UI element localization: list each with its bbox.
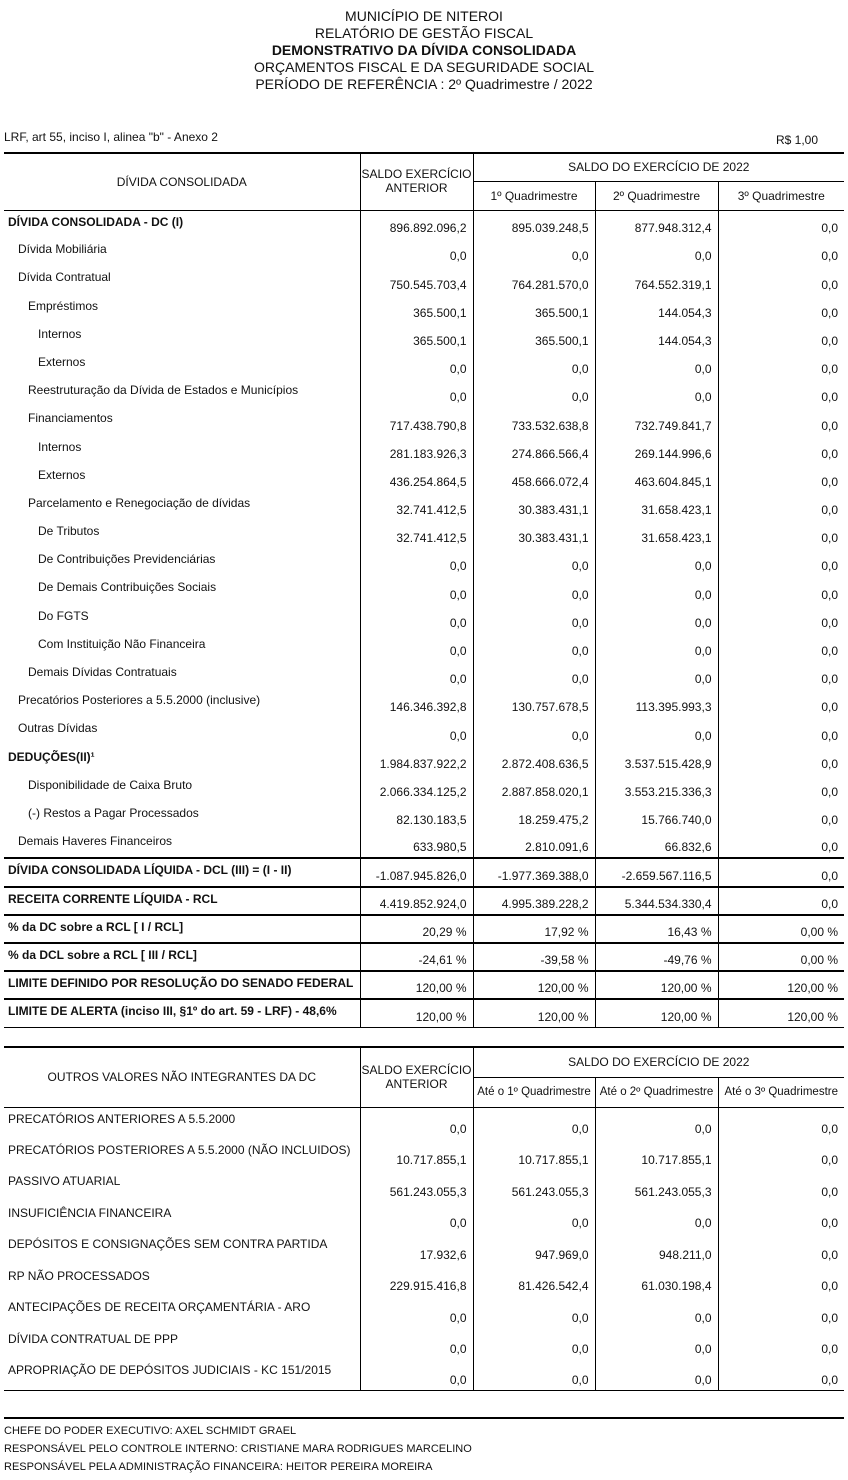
cell-value: 32.741.412,5: [360, 492, 473, 520]
cell-value: 463.604.845,1: [595, 464, 718, 492]
row-label: Empréstimos: [4, 295, 360, 323]
row-label: Precatórios Posteriores a 5.5.2000 (inclusive): [4, 689, 360, 717]
cell-value: 0,0: [595, 1359, 718, 1391]
cell-value: 0,0: [821, 1342, 839, 1356]
table-row: [4, 1202, 844, 1234]
cell-value: 733.532.638,8: [473, 407, 595, 435]
col-header-prev-2-2: ANTERIOR: [360, 1077, 473, 1107]
cell-value: 0,0: [473, 633, 595, 661]
row-label: LIMITE DE ALERTA (inciso III, §1º do art. 59 - LRF) - 48,6%: [4, 999, 360, 1027]
cell-value: -2.659.567.116,5: [595, 858, 718, 886]
cell-value: 436.254.864,5: [360, 464, 473, 492]
cell-value: 32.741.412,5: [360, 520, 473, 548]
table-row: [4, 379, 844, 407]
cell-value: 15.766.740,0: [595, 802, 718, 830]
cell-value: 82.130.183,5: [360, 802, 473, 830]
cell-value: 120,00 %: [787, 1009, 839, 1024]
cell-value: 0,0: [473, 548, 595, 576]
col-header-prev-1-2: SALDO EXERCÍCIO: [360, 1047, 473, 1077]
row-label: DEPÓSITOS E CONSIGNAÇÕES SEM CONTRA PARTIDA: [4, 1233, 360, 1265]
cell-value: 20,29 %: [360, 915, 473, 943]
cell-value: 365.500,1: [473, 323, 595, 351]
cell-value: 0,0: [360, 379, 473, 407]
table-row: [4, 323, 844, 351]
row-label: INSUFICIÊNCIA FINANCEIRA: [4, 1202, 360, 1234]
row-label: De Contribuições Previdenciárias: [4, 548, 360, 576]
row-label: Demais Haveres Financeiros: [4, 830, 360, 858]
cell-value: 948.211,0: [595, 1233, 718, 1265]
cell-value: 365.500,1: [360, 295, 473, 323]
row-label: Internos: [4, 323, 360, 351]
table-row: [4, 689, 844, 717]
table-row: [4, 1359, 844, 1391]
cell-value: 0,0: [821, 418, 839, 433]
cell-value: 269.144.996,6: [595, 436, 718, 464]
cell-value: 0,0: [473, 1359, 595, 1391]
col-header-prev-2: ANTERIOR: [360, 181, 473, 210]
row-label: PRECATÓRIOS POSTERIORES A 5.5.2000 (NÃO INCLUIDOS): [4, 1139, 360, 1171]
cell-value: 229.915.416,8: [360, 1265, 473, 1297]
cell-value: 0,0: [821, 1216, 839, 1230]
row-label: Externos: [4, 464, 360, 492]
table-row: [4, 1139, 844, 1171]
col-header-prev-1: SALDO EXERCÍCIO: [360, 153, 473, 181]
cell-value: 0,0: [360, 548, 473, 576]
cell-value: 732.749.841,7: [595, 407, 718, 435]
col-header-q1: 1º Quadrimestre: [473, 181, 595, 210]
cell-value: 5.344.534.330,4: [595, 887, 718, 915]
cell-value: 0,0: [595, 1328, 718, 1360]
cell-value: 0,0: [360, 576, 473, 604]
cell-value: 947.969,0: [473, 1233, 595, 1265]
table-row: [4, 858, 844, 886]
legal-reference: LRF, art 55, inciso I, alinea "b" - Anexo 2: [4, 130, 218, 144]
cell-value: 30.383.431,1: [473, 492, 595, 520]
table-row: [4, 999, 844, 1027]
cell-value: 0,0: [360, 238, 473, 266]
cell-value: 0,0: [360, 661, 473, 689]
cell-value: 0,0: [821, 249, 839, 264]
row-label: DÍVIDA CONSOLIDADA - DC (I): [4, 210, 360, 238]
cell-value: 0,0: [595, 1107, 718, 1139]
col-header-q1-2: Até o 1º Quadrimestre: [473, 1077, 595, 1107]
cell-value: 0,0: [821, 700, 839, 715]
cell-value: 17.932,6: [360, 1233, 473, 1265]
cell-value: 0,0: [821, 896, 839, 911]
row-label: Outras Dívidas: [4, 717, 360, 745]
row-label: PASSIVO ATUARIAL: [4, 1170, 360, 1202]
cell-value: 2.872.408.636,5: [473, 746, 595, 774]
row-label: % da DCL sobre a RCL [ III / RCL]: [4, 943, 360, 971]
table-row: [4, 1265, 844, 1297]
col-header-group-2: SALDO DO EXERCÍCIO DE 2022: [473, 1047, 844, 1077]
cell-value: 764.552.319,1: [595, 266, 718, 294]
cell-value: 0,0: [821, 1247, 839, 1262]
table-row: [4, 774, 844, 802]
cell-value: 0,0: [821, 615, 839, 630]
table-row: [4, 548, 844, 576]
cell-value: 130.757.678,5: [473, 689, 595, 717]
table-row: [4, 295, 844, 323]
cell-value: 0,0: [821, 446, 839, 461]
cell-value: 0,0: [473, 1107, 595, 1139]
row-label: DEDUÇÕES(II)¹: [4, 746, 360, 774]
cell-value: 144.054,3: [595, 295, 718, 323]
table-row: [4, 717, 844, 745]
cell-value: 0,0: [821, 868, 839, 883]
report-title: RELATÓRIO DE GESTÃO FISCAL: [314, 25, 534, 41]
cell-value: 16,43 %: [595, 915, 718, 943]
row-label: Disponibilidade de Caixa Bruto: [4, 774, 360, 802]
row-label: Demais Dívidas Contratuais: [4, 661, 360, 689]
cell-value: 0,0: [821, 362, 839, 377]
col-header-label-2: OUTROS VALORES NÃO INTEGRANTES DA DC: [4, 1047, 360, 1107]
cell-value: 2.810.091,6: [473, 830, 595, 858]
table-row: [4, 746, 844, 774]
col-header-q2: 2º Quadrimestre: [595, 181, 718, 210]
cell-value: 0,0: [821, 305, 839, 320]
cell-value: 144.054,3: [595, 323, 718, 351]
cell-value: 0,0: [821, 333, 839, 348]
cell-value: 113.395.993,3: [595, 689, 718, 717]
cell-value: 561.243.055,3: [360, 1170, 473, 1202]
table-row: [4, 576, 844, 604]
table-row: [4, 915, 844, 943]
other-values-table: [4, 1046, 844, 1391]
row-label: Do FGTS: [4, 605, 360, 633]
row-label: Parcelamento e Renegociação de dívidas: [4, 492, 360, 520]
cell-value: 895.039.248,5: [473, 210, 595, 238]
row-label: De Demais Contribuições Sociais: [4, 576, 360, 604]
cell-value: 146.346.392,8: [360, 689, 473, 717]
cell-value: 274.866.566,4: [473, 436, 595, 464]
row-label: Internos: [4, 436, 360, 464]
cell-value: 3.553.215.336,3: [595, 774, 718, 802]
cell-value: 0,0: [595, 1296, 718, 1328]
table-row: [4, 661, 844, 689]
cell-value: 0,0: [595, 576, 718, 604]
cell-value: 0,0: [821, 784, 839, 799]
row-label: DÍVIDA CONTRATUAL DE PPP: [4, 1328, 360, 1360]
reference-period: PERÍODO DE REFERÊNCIA : 2º Quadrimestre / 2022: [255, 76, 593, 92]
table-row: [4, 802, 844, 830]
cell-value: 120,00 %: [360, 999, 473, 1027]
cell-value: 458.666.072,4: [473, 464, 595, 492]
cell-value: -49,76 %: [595, 943, 718, 971]
cell-value: 17,92 %: [473, 915, 595, 943]
cell-value: 0,0: [473, 1296, 595, 1328]
cell-value: 0,0: [473, 1328, 595, 1360]
cell-value: 0,0: [473, 717, 595, 745]
table-row: [4, 633, 844, 661]
cell-value: 10.717.855,1: [473, 1139, 595, 1171]
cell-value: 120,00 %: [595, 999, 718, 1027]
col-header-q3-2: Até o 3º Quadrimestre: [718, 1077, 844, 1107]
cell-value: 0,0: [595, 1202, 718, 1234]
table-row: [4, 464, 844, 492]
cell-value: 0,0: [473, 576, 595, 604]
table-row: [4, 887, 844, 915]
row-label: Financiamentos: [4, 407, 360, 435]
row-label: % da DC sobre a RCL [ I / RCL]: [4, 915, 360, 943]
cell-value: 2.887.858.020,1: [473, 774, 595, 802]
cell-value: 0,0: [595, 379, 718, 407]
cell-value: 633.980,5: [360, 830, 473, 858]
cell-value: 0,0: [821, 1153, 839, 1167]
cell-value: 0,0: [821, 1121, 839, 1136]
cell-value: 3.537.515.428,9: [595, 746, 718, 774]
cell-value: 30.383.431,1: [473, 520, 595, 548]
consolidated-debt-table: [4, 152, 844, 1028]
row-label: De Tributos: [4, 520, 360, 548]
cell-value: 0,0: [821, 840, 839, 855]
cell-value: 1.984.837.922,2: [360, 746, 473, 774]
cell-value: 0,0: [821, 221, 839, 236]
col-header-group: SALDO DO EXERCÍCIO DE 2022: [473, 153, 844, 181]
row-label: Com Instituição Não Financeira: [4, 633, 360, 661]
footer-executive: CHEFE DO PODER EXECUTIVO: AXEL SCHMIDT GRAEL: [4, 1425, 297, 1437]
cell-value: 120,00 %: [787, 981, 839, 996]
cell-value: -1.087.945.826,0: [360, 858, 473, 886]
col-header-q3: 3º Quadrimestre: [718, 181, 844, 210]
table-row: [4, 971, 844, 999]
cell-value: 0,0: [821, 756, 839, 771]
cell-value: 0,00 %: [800, 924, 839, 939]
cell-value: 0,0: [821, 587, 839, 602]
currency-unit: R$ 1,00: [776, 133, 819, 147]
table-row: [4, 238, 844, 266]
table-row: [4, 492, 844, 520]
cell-value: 0,00 %: [800, 953, 839, 968]
cell-value: 18.259.475,2: [473, 802, 595, 830]
cell-value: 61.030.198,4: [595, 1265, 718, 1297]
cell-value: 0,0: [595, 633, 718, 661]
cell-value: 365.500,1: [360, 323, 473, 351]
table-row: [4, 520, 844, 548]
cell-value: 120,00 %: [473, 999, 595, 1027]
table-row: [4, 943, 844, 971]
col-header-q2-2: Até o 2º Quadrimestre: [595, 1077, 718, 1107]
table-row: [4, 1170, 844, 1202]
cell-value: -1.977.369.388,0: [473, 858, 595, 886]
table-row: [4, 436, 844, 464]
cell-value: 120,00 %: [360, 971, 473, 999]
footer-finance: RESPONSÁVEL PELA ADMINISTRAÇÃO FINANCEIRA: HEITOR PEREIRA MOREIRA: [4, 1461, 433, 1473]
cell-value: 4.995.389.228,2: [473, 887, 595, 915]
cell-value: 0,0: [473, 605, 595, 633]
cell-value: 0,0: [360, 605, 473, 633]
cell-value: 0,0: [595, 717, 718, 745]
cell-value: 896.892.096,2: [360, 210, 473, 238]
cell-value: 0,0: [821, 474, 839, 489]
cell-value: 31.658.423,1: [595, 492, 718, 520]
footer-internal-control: RESPONSÁVEL PELO CONTROLE INTERNO: CRISTIANE MARA RODRIGUES MARCELINO: [4, 1443, 472, 1455]
cell-value: 750.545.703,4: [360, 266, 473, 294]
cell-value: 0,0: [595, 238, 718, 266]
cell-value: 2.066.334.125,2: [360, 774, 473, 802]
table-row: [4, 1296, 844, 1328]
row-label: APROPRIAÇÃO DE DEPÓSITOS JUDICIAIS - KC 151/2015: [4, 1359, 360, 1391]
cell-value: 0,0: [473, 379, 595, 407]
cell-value: 0,0: [821, 728, 839, 743]
row-label: PRECATÓRIOS ANTERIORES A 5.5.2000: [4, 1107, 360, 1139]
table-row: [4, 605, 844, 633]
cell-value: 10.717.855,1: [360, 1139, 473, 1171]
cell-value: 0,0: [821, 672, 839, 687]
cell-value: 0,0: [473, 661, 595, 689]
row-label: RECEITA CORRENTE LÍQUIDA - RCL: [4, 887, 360, 915]
budget-subtitle: ORÇAMENTOS FISCAL E DA SEGURIDADE SOCIAL: [254, 59, 594, 75]
cell-value: 4.419.852.924,0: [360, 887, 473, 915]
cell-value: 561.243.055,3: [473, 1170, 595, 1202]
row-label: LIMITE DEFINIDO POR RESOLUÇÃO DO SENADO FEDERAL: [4, 971, 360, 999]
cell-value: 0,0: [473, 351, 595, 379]
cell-value: 0,0: [360, 717, 473, 745]
cell-value: 877.948.312,4: [595, 210, 718, 238]
row-label: Dívida Contratual: [4, 266, 360, 294]
cell-value: 10.717.855,1: [595, 1139, 718, 1171]
cell-value: 281.183.926,3: [360, 436, 473, 464]
cell-value: 365.500,1: [473, 295, 595, 323]
cell-value: 0,0: [821, 644, 839, 658]
row-label: RP NÃO PROCESSADOS: [4, 1265, 360, 1297]
table-row: [4, 1233, 844, 1265]
cell-value: 0,0: [595, 548, 718, 576]
cell-value: 0,0: [595, 351, 718, 379]
cell-value: 717.438.790,8: [360, 407, 473, 435]
cell-value: 31.658.423,1: [595, 520, 718, 548]
table-row: [4, 266, 844, 294]
cell-value: -24,61 %: [360, 943, 473, 971]
cell-value: 0,0: [360, 351, 473, 379]
row-label: Reestruturação da Dívida de Estados e Municípios: [4, 379, 360, 407]
cell-value: 0,0: [360, 1202, 473, 1234]
cell-value: 0,0: [360, 1359, 473, 1391]
cell-value: 0,0: [821, 1184, 839, 1199]
cell-value: 0,0: [821, 1310, 839, 1325]
cell-value: 0,0: [821, 813, 839, 828]
table-row: [4, 1107, 844, 1139]
cell-value: 81.426.542,4: [473, 1265, 595, 1297]
col-header-label: DÍVIDA CONSOLIDADA: [4, 153, 360, 210]
cell-value: 0,0: [360, 633, 473, 661]
table-row: [4, 830, 844, 858]
cell-value: 0,0: [821, 531, 839, 546]
cell-value: 120,00 %: [473, 971, 595, 999]
row-label: (-) Restos a Pagar Processados: [4, 802, 360, 830]
row-label: ANTECIPAÇÕES DE RECEITA ORÇAMENTÁRIA - ARO: [4, 1296, 360, 1328]
cell-value: 764.281.570,0: [473, 266, 595, 294]
cell-value: 0,0: [360, 1328, 473, 1360]
cell-value: 0,0: [821, 1373, 839, 1387]
row-label: Dívida Mobiliária: [4, 238, 360, 266]
row-label: Externos: [4, 351, 360, 379]
cell-value: 0,0: [821, 277, 839, 292]
statement-title: DEMONSTRATIVO DA DÍVIDA CONSOLIDADA: [271, 42, 577, 58]
table-row: [4, 210, 844, 238]
cell-value: 120,00 %: [595, 971, 718, 999]
row-label: DÍVIDA CONSOLIDADA LÍQUIDA - DCL (III) = (I - II): [4, 858, 360, 886]
table-row: [4, 1328, 844, 1360]
cell-value: 0,0: [595, 661, 718, 689]
cell-value: 0,0: [821, 503, 839, 518]
footer-divider: [4, 1417, 844, 1419]
table-row: [4, 407, 844, 435]
report-header: [0, 8, 848, 93]
cell-value: 0,0: [473, 1202, 595, 1234]
cell-value: -39,58 %: [473, 943, 595, 971]
cell-value: 0,0: [821, 390, 839, 405]
municipality-title: MUNICÍPIO DE NITEROI: [345, 8, 503, 24]
cell-value: 66.832,6: [595, 830, 718, 858]
cell-value: 0,0: [473, 238, 595, 266]
cell-value: 0,0: [595, 605, 718, 633]
cell-value: 0,0: [360, 1296, 473, 1328]
cell-value: 0,0: [821, 559, 839, 574]
table-row: [4, 351, 844, 379]
cell-value: 561.243.055,3: [595, 1170, 718, 1202]
cell-value: 0,0: [821, 1279, 839, 1293]
cell-value: 0,0: [360, 1107, 473, 1139]
